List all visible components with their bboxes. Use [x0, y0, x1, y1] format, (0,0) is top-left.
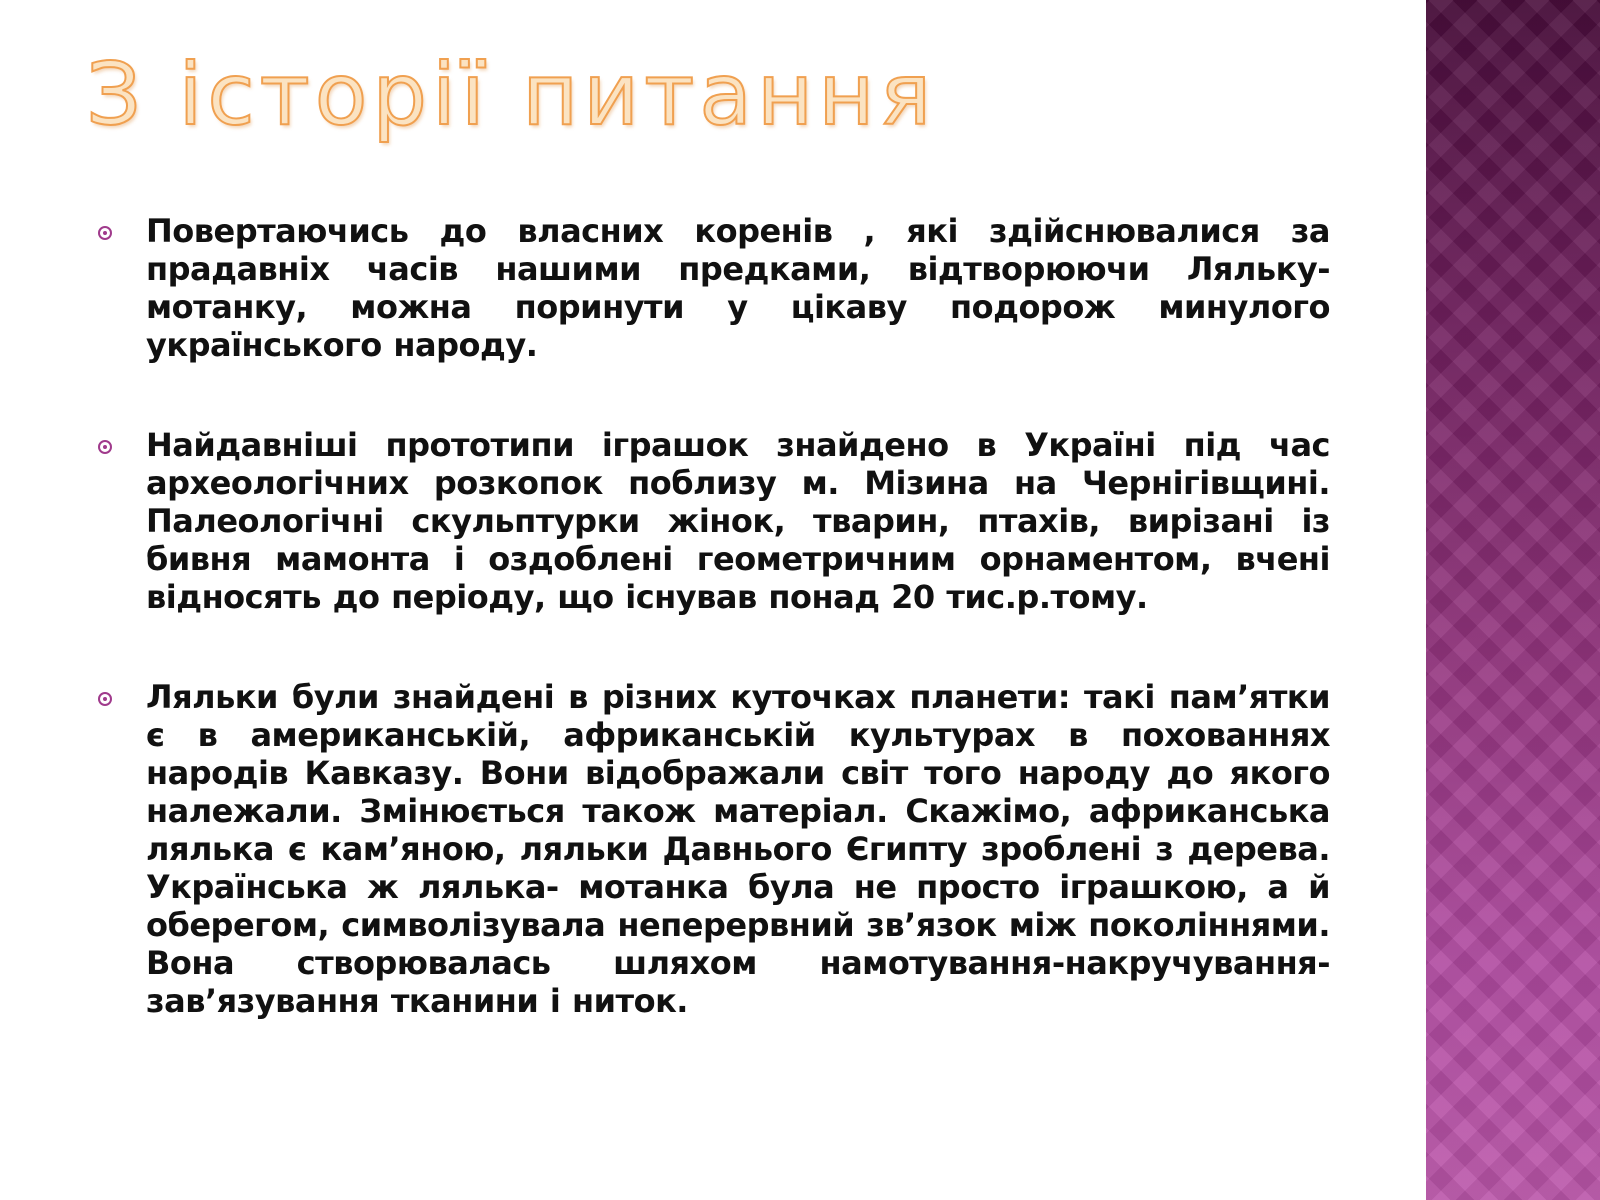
bullet-text: Найдавніші прототипи іграшок знайдено в Україні під час археологічних розкопок поблизу м. Мізина на Чернігівщині. Палеологічні скульптурки жінок, тварин, птахів, вирізані із бивня мамонта і оздоблені геометричним орнаментом, вчені відносять до періоду, що існував понад 20 тис.р.тому. — [146, 426, 1330, 616]
bullet-text: Повертаючись до власних коренів , які здійснювалися за прадавніх часів нашими предками, відтворюючи Ляльку-мотанку, можна поринути у цікаву подорож минулого українського народу. — [146, 212, 1330, 364]
circle-bullet-icon — [98, 226, 112, 240]
decorative-side-band — [1426, 0, 1600, 1200]
circle-bullet-icon — [98, 440, 112, 454]
bullet-item — [96, 426, 1330, 616]
bullet-text: Ляльки були знайдені в різних куточках планети: такі пам’ятки є в американській, африканській культурах в похованнях народів Кавказу. Вони відображали світ того народу до якого належали. Змінюється також матеріал. Скажімо, африканська лялька є кам’яною, ляльки Давнього Єгипту зроблені з дерева. Українська ж лялька- мотанка була не просто іграшкою, а й оберегом, символізувала неперервний зв’язок між поколіннями. Вона створювалась шляхом намотування-накручування-зав’язування тканини і ниток. — [146, 678, 1330, 1020]
slide-title: З історії питання — [86, 45, 937, 145]
bullet-list — [96, 212, 1330, 1082]
bullet-item — [96, 212, 1330, 364]
bullet-item — [96, 678, 1330, 1020]
circle-bullet-icon — [98, 692, 112, 706]
